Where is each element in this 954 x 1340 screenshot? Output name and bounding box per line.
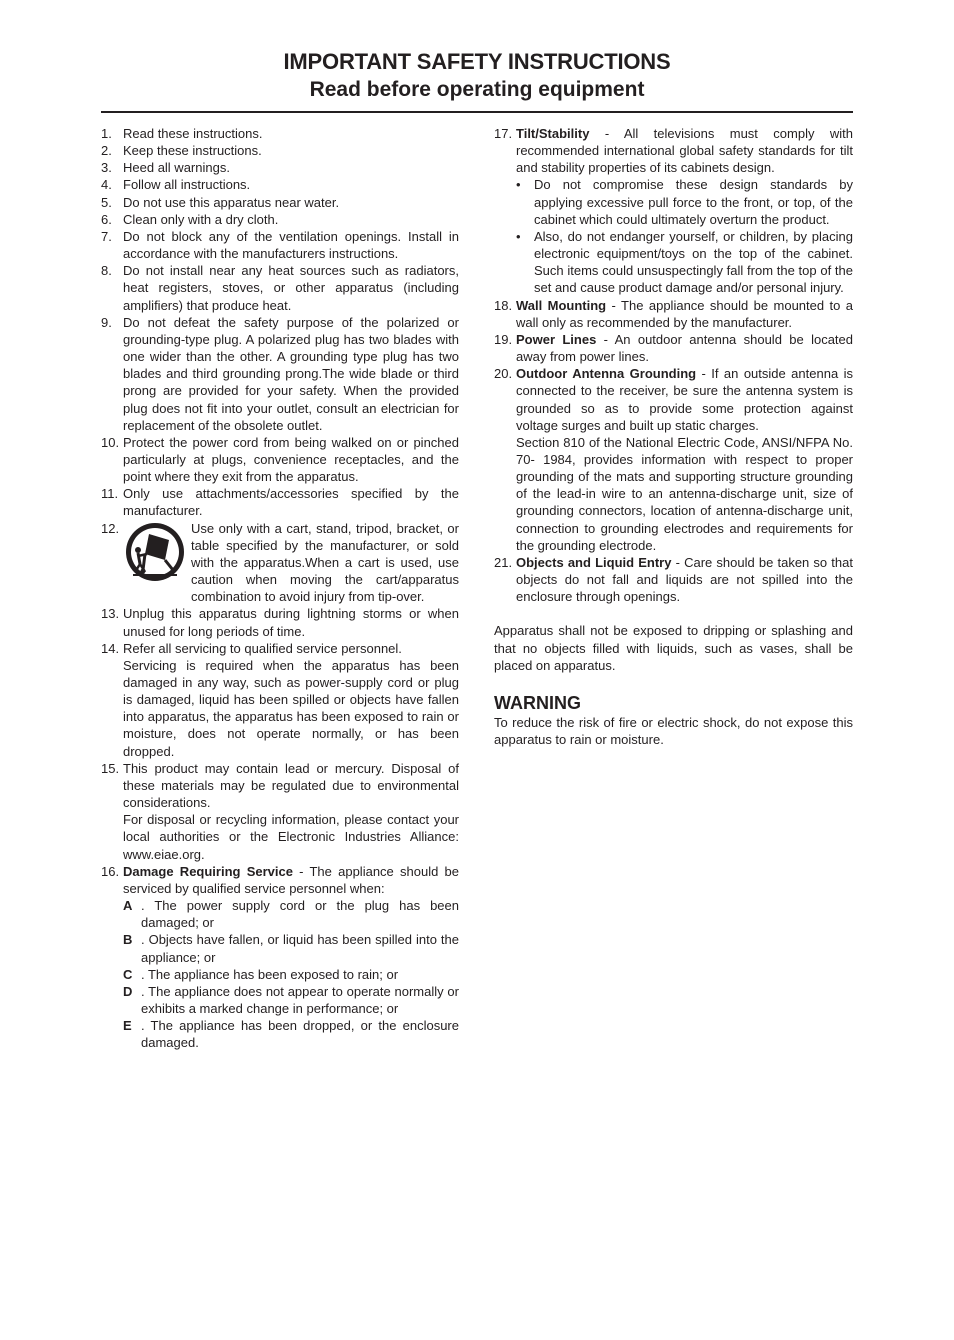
list-item bbox=[101, 176, 459, 193]
item-text: - All televisions must comply with recommended international global safety standards for tilt and stability properties of its cabinets design. bbox=[516, 126, 853, 176]
item-text: Keep these instructions. bbox=[123, 143, 262, 159]
item-text: Refer all servicing to qualified service personnel. bbox=[123, 640, 402, 656]
sub-item bbox=[123, 966, 459, 983]
list-item bbox=[101, 640, 459, 760]
item-heading: Outdoor Antenna Grounding bbox=[516, 366, 697, 382]
sub-item-key: D bbox=[123, 983, 133, 999]
list-item bbox=[101, 520, 459, 606]
item-text: Protect the power cord from being walked on or pinched particularly at plugs, convenience receptacles, and the point where they exit from the apparatus. bbox=[123, 434, 459, 485]
item-number: 1. bbox=[101, 126, 112, 141]
page-subtitle: Read before operating equipment bbox=[309, 78, 645, 101]
item-text-continued: For disposal or recycling information, please contact your local authorities or the Electronic Industries Alliance: www.eiae.org. bbox=[123, 812, 459, 862]
item-number: 9. bbox=[101, 314, 112, 330]
item-text: Read these instructions. bbox=[123, 126, 263, 141]
item-text: Heed all warnings. bbox=[123, 160, 230, 176]
bullet-text: Also, do not endanger yourself, or children, by placing electronic equipment/toys on the top of the cabinet. Such items could unsuspectingly fall from the top of the set and cause product damage and/or personal injury. bbox=[534, 228, 853, 296]
cart-tip-over-warning-icon bbox=[123, 520, 191, 588]
sub-item-text: . Objects have fallen, or liquid has been spilled into the appliance; or bbox=[141, 932, 459, 965]
item-body bbox=[123, 863, 459, 1052]
item-text: Use only with a cart, stand, tripod, bracket, or table specified by the manufacturer, or sold with the apparatus.When a cart is used, use caution when moving the cart/apparatus combination to avoid injury from tip-over. bbox=[191, 520, 459, 605]
item-text: - The appliance should be serviced by qualified service personnel when: bbox=[123, 863, 459, 896]
list-item bbox=[101, 434, 459, 485]
sub-item bbox=[123, 897, 459, 931]
item-text: Do not use this apparatus near water. bbox=[123, 194, 340, 210]
list-item bbox=[101, 605, 459, 639]
list-item bbox=[101, 142, 459, 159]
sub-item-key: B bbox=[123, 932, 133, 948]
item-number: 10. bbox=[101, 434, 120, 450]
list-item bbox=[101, 159, 459, 176]
sub-item-text: . The appliance has been exposed to rain; or bbox=[141, 966, 399, 982]
item-text: - The appliance should be mounted to a wall only as recommended by the manufacturer. bbox=[516, 297, 854, 330]
item-body bbox=[516, 554, 853, 605]
item-number: 14. bbox=[101, 640, 120, 656]
item-number: 20. bbox=[494, 366, 513, 382]
item-body bbox=[123, 520, 459, 606]
bullet-text: Do not compromise these design standards by applying excessive pull force to the front, or top, of the cabinet which could ultimately overturn the product. bbox=[534, 177, 853, 227]
item-body bbox=[123, 760, 459, 863]
item-number: 8. bbox=[101, 263, 112, 279]
item-body bbox=[516, 125, 853, 297]
list-item bbox=[101, 125, 459, 142]
list-item bbox=[101, 863, 459, 1052]
sub-item bbox=[123, 1017, 459, 1051]
list-item bbox=[101, 760, 459, 863]
list-item bbox=[101, 485, 459, 519]
sub-item bbox=[123, 983, 459, 1017]
list-item bbox=[101, 262, 459, 313]
sub-item bbox=[123, 931, 459, 965]
item-text: Follow all instructions. bbox=[123, 177, 251, 193]
right-column bbox=[494, 125, 853, 748]
item-number: 2. bbox=[101, 143, 112, 159]
item-number: 3. bbox=[101, 160, 112, 176]
list-item bbox=[494, 365, 853, 554]
apparatus-note: Apparatus shall not be exposed to dripping or splashing and that no objects filled with liquids, such as vases, shall be placed on apparatus. bbox=[494, 623, 853, 673]
item-text: Do not defeat the safety purpose of the polarized or grounding-type plug. A polarized plug has two blades with one wider than the other. A grounding type plug has two blades and third grounding prong.The wide blade or third prong are provided for your safety. When the provided plug does not fit into your outlet, consult an electrician for replacement of the obsolete outlet. bbox=[123, 314, 459, 433]
item-heading: Damage Requiring Service bbox=[123, 863, 293, 879]
list-item bbox=[101, 228, 459, 262]
bullet-item bbox=[516, 228, 853, 297]
page-header bbox=[0, 48, 954, 104]
item-text: - Care should be taken so that objects do not fall and liquids are not spilled into the enclosure through openings. bbox=[516, 554, 853, 605]
item-number: 7. bbox=[101, 228, 112, 244]
bullet-mark: • bbox=[516, 177, 521, 193]
item-number: 18. bbox=[494, 297, 513, 313]
warning-heading: WARNING bbox=[494, 692, 581, 713]
item-text: Do not install near any heat sources such as radiators, heat registers, stoves, or other apparatus (including amplifiers) that produce heat. bbox=[123, 263, 459, 313]
list-item bbox=[101, 314, 459, 434]
sub-item-key: E bbox=[123, 1018, 132, 1034]
item-number: 15. bbox=[101, 760, 120, 776]
item-heading: Wall Mounting bbox=[516, 297, 607, 313]
item-text: Only use attachments/accessories specified by the manufacturer. bbox=[123, 486, 459, 519]
bullet-mark: • bbox=[516, 228, 521, 244]
list-item bbox=[101, 194, 459, 211]
item-body bbox=[516, 331, 853, 365]
bullet-item bbox=[516, 176, 853, 227]
item-number: 11. bbox=[101, 486, 119, 502]
list-item bbox=[494, 125, 853, 297]
page-title: IMPORTANT SAFETY INSTRUCTIONS bbox=[283, 49, 671, 74]
item-number: 17. bbox=[494, 126, 513, 141]
sub-item-text: . The appliance does not appear to operate normally or exhibits a marked change in performance; or bbox=[141, 983, 459, 1016]
item-text: Unplug this apparatus during lightning storms or when unused for long periods of time. bbox=[123, 606, 459, 639]
item-text: Do not block any of the ventilation openings. Install in accordance with the manufacturers instructions. bbox=[123, 228, 459, 262]
item-text: This product may contain lead or mercury. Disposal of these materials may be regulated due to environmental considerations. bbox=[123, 760, 459, 811]
item-number: 6. bbox=[101, 211, 112, 227]
item-text-continued: Servicing is required when the apparatus has been damaged in any way, such as power-supply cord or plug is damaged, liquid has been spilled or objects have fallen into apparatus, the apparatus has been exposed to rain or moisture, does not operate normally, or has been dropped. bbox=[123, 657, 459, 759]
left-column bbox=[101, 125, 459, 1051]
item-heading: Power Lines bbox=[516, 331, 597, 347]
sub-item-text: . The appliance has been dropped, or the enclosure damaged. bbox=[141, 1018, 459, 1051]
sub-item-key: C bbox=[123, 966, 133, 982]
item-number: 21. bbox=[494, 554, 513, 570]
item-text-continued: Section 810 of the National Electric Code, ANSI/NFPA No. 70- 1984, provides information with respect to proper grounding of the mats and supporting structure grounding of the lead-in wire to an antenna-discharge unit, size of grounding connectors, location of antenna-discharge unit, connection to grounding electrodes and requirements for the grounding electrode. bbox=[516, 434, 853, 553]
item-body bbox=[123, 640, 459, 760]
item-text: Clean only with a dry cloth. bbox=[123, 211, 279, 227]
sub-item-text: . The power supply cord or the plug has been damaged; or bbox=[141, 898, 459, 931]
list-item bbox=[494, 331, 853, 365]
item-number: 12. bbox=[101, 520, 120, 536]
item-text: - An outdoor antenna should be located away from power lines. bbox=[516, 331, 853, 365]
item-number: 4. bbox=[101, 177, 112, 193]
item-body bbox=[516, 365, 853, 554]
list-item bbox=[494, 554, 853, 605]
item-number: 16. bbox=[101, 863, 120, 879]
header-rule bbox=[101, 111, 853, 113]
item-text: - If an outside antenna is connected to the receiver, be sure the antenna system is grounded so as to provide some protection against voltage surges and built up static charges. bbox=[516, 366, 853, 433]
item-number: 5. bbox=[101, 194, 112, 210]
item-number: 19. bbox=[494, 331, 513, 347]
list-item bbox=[101, 211, 459, 228]
item-body bbox=[516, 297, 853, 331]
warning-text: To reduce the risk of fire or electric shock, do not expose this apparatus to rain or moisture. bbox=[494, 714, 853, 747]
item-heading: Objects and Liquid Entry bbox=[516, 554, 672, 570]
sub-item-key: A bbox=[123, 898, 133, 914]
item-heading: Tilt/Stability bbox=[516, 126, 590, 141]
list-item bbox=[494, 297, 853, 331]
item-number: 13. bbox=[101, 606, 120, 622]
